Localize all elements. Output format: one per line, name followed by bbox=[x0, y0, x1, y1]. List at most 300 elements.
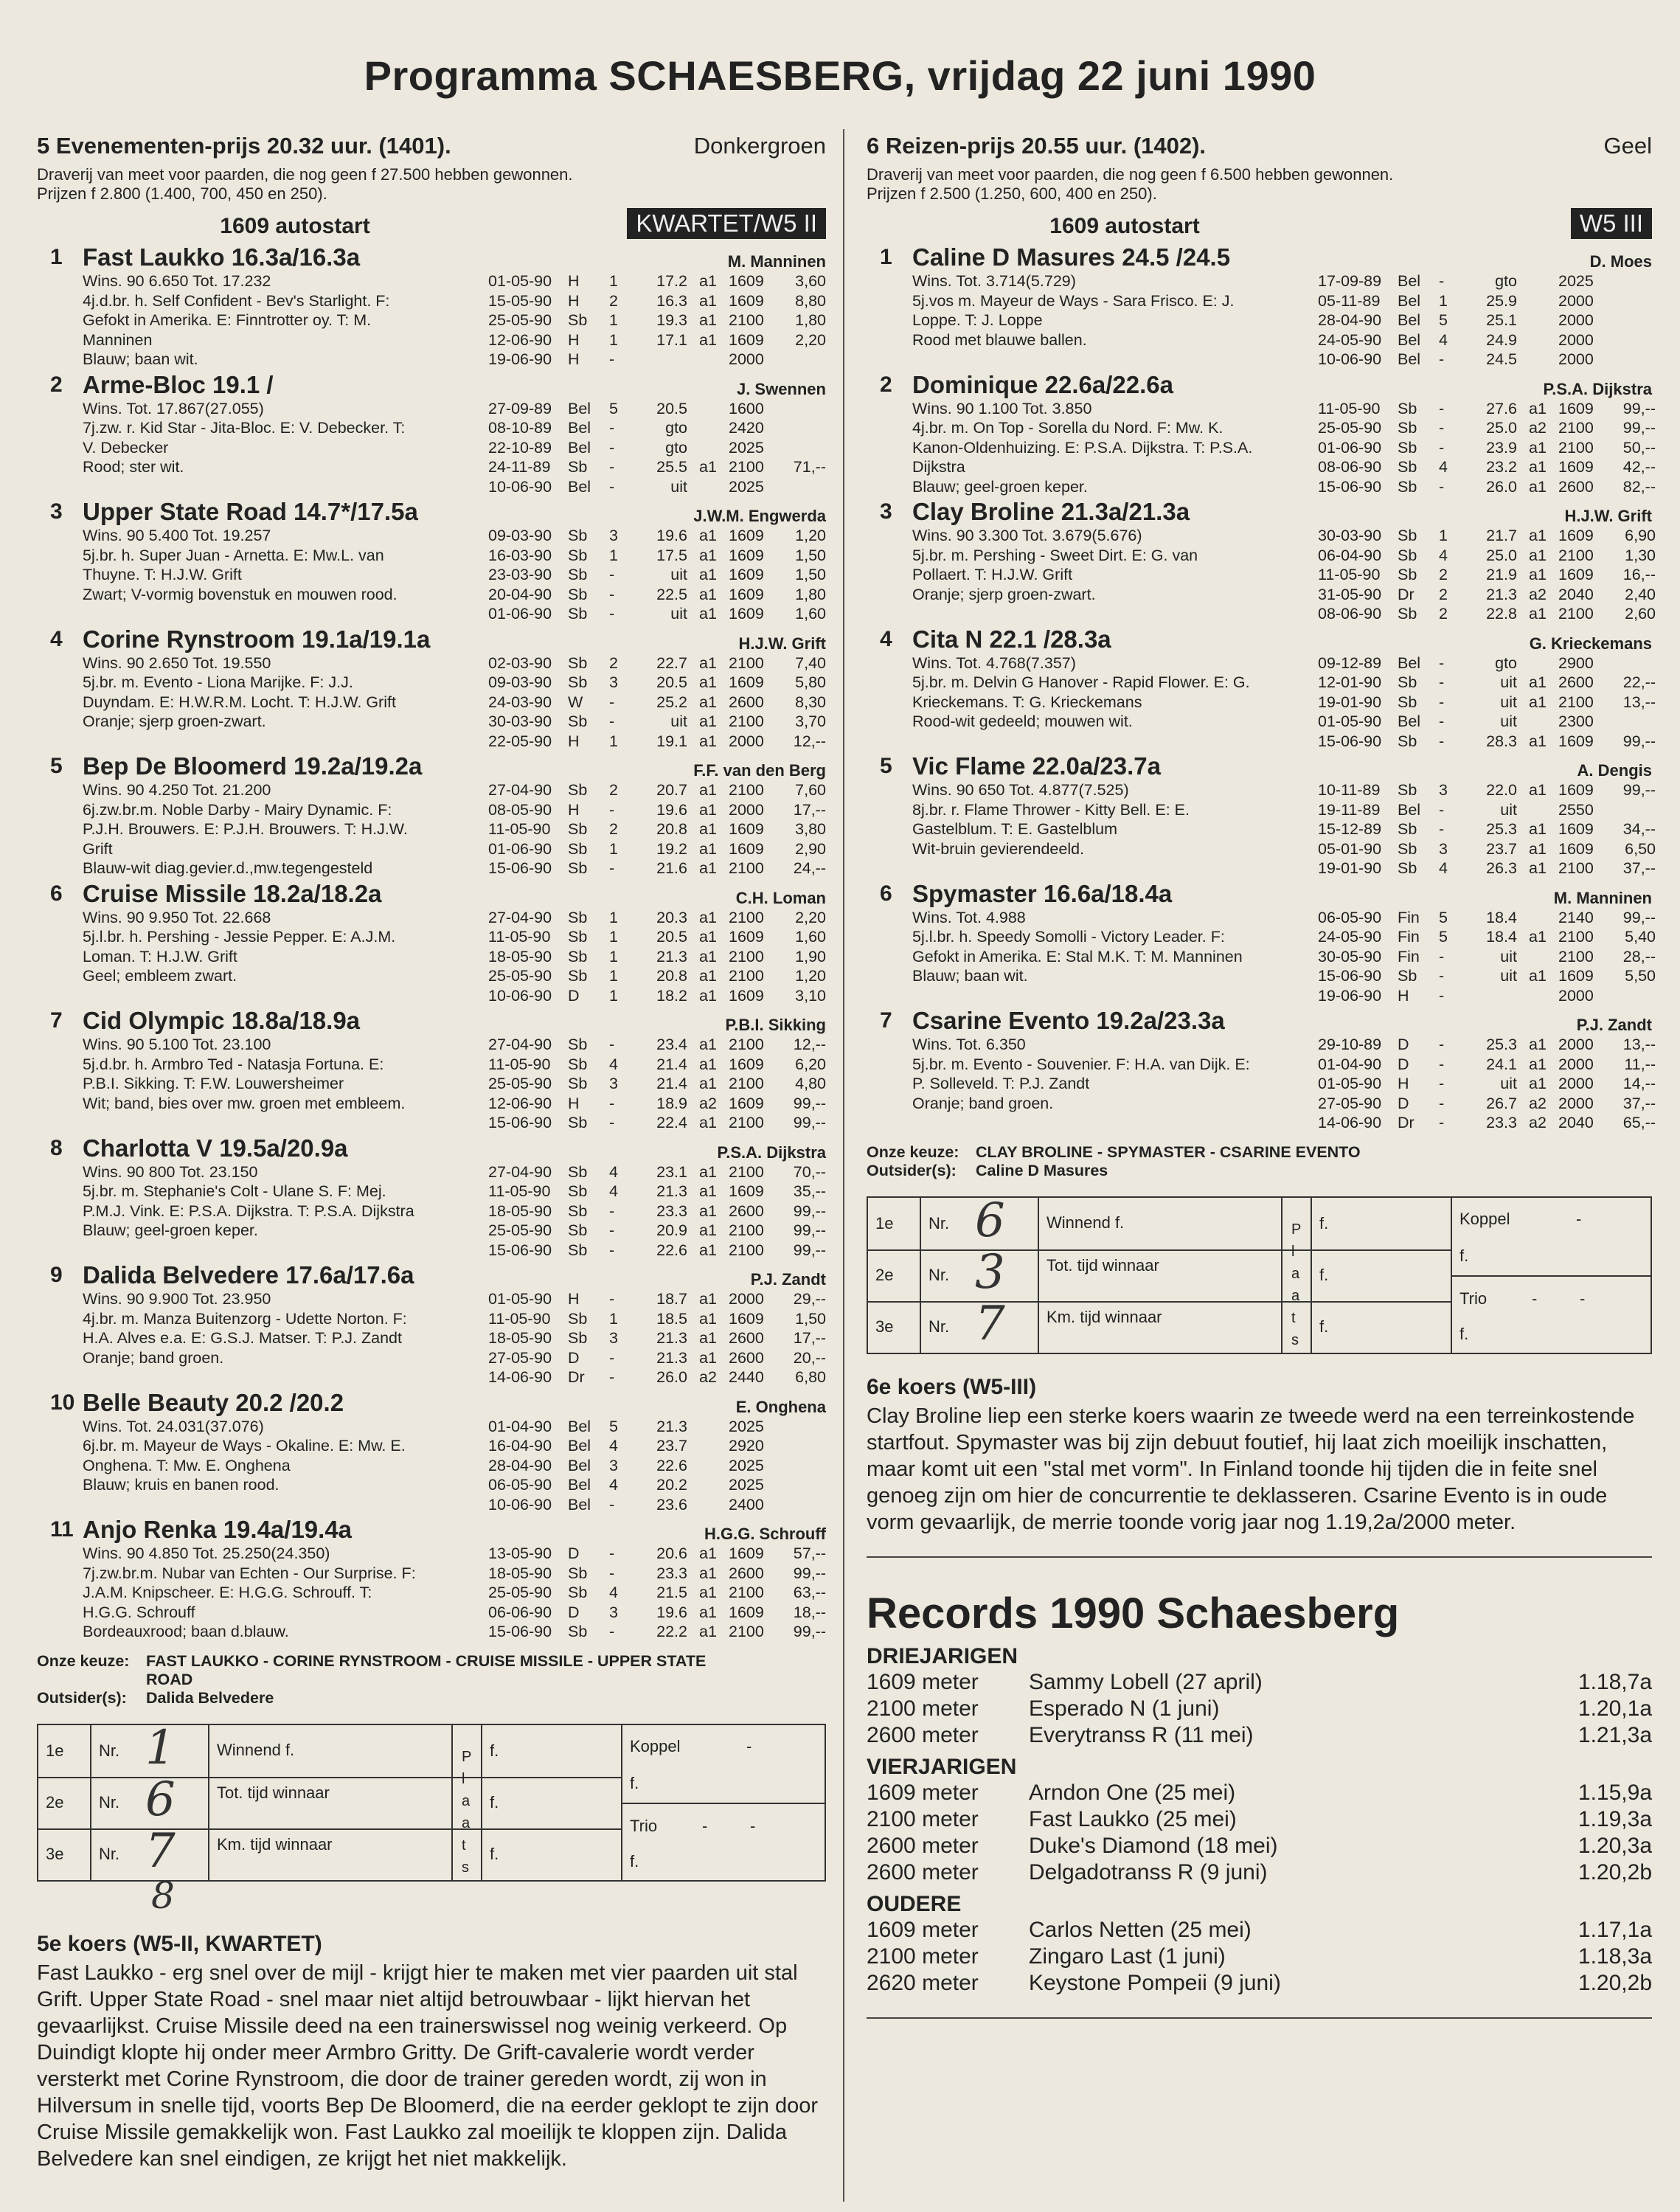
start-distance: 2000 bbox=[729, 732, 764, 750]
horse-info-line: Blauw; geel-groen keper. bbox=[83, 1221, 258, 1239]
start-row-line bbox=[1318, 311, 1665, 330]
start-place: - bbox=[609, 438, 615, 457]
start-track: Sb bbox=[568, 605, 588, 623]
start-place: - bbox=[609, 605, 615, 623]
start-time: 22.6 bbox=[656, 1456, 687, 1474]
start-place: 3 bbox=[609, 1329, 618, 1347]
start-date: 12-01-90 bbox=[1318, 673, 1382, 691]
horse-info bbox=[867, 653, 1355, 752]
record-distance: 1609 meter bbox=[867, 1780, 979, 1805]
start-time: 25.5 bbox=[656, 458, 687, 476]
bet-type-badge: KWARTET/W5 II bbox=[627, 208, 826, 239]
start-row-line bbox=[488, 1055, 835, 1075]
start-track: Bel bbox=[1398, 800, 1421, 819]
start-date: 27-05-90 bbox=[1318, 1094, 1382, 1112]
start-date: 25-05-90 bbox=[488, 967, 552, 985]
start-distance: 1609 bbox=[1558, 732, 1594, 750]
trio-dash: - bbox=[1580, 1289, 1586, 1308]
start-date: 15-06-90 bbox=[488, 1623, 552, 1640]
handwritten-number: 8 bbox=[151, 1873, 175, 1917]
start-odds: 1,30 bbox=[1625, 546, 1656, 564]
horse-details bbox=[37, 1544, 826, 1642]
start-distance: 2100 bbox=[1558, 438, 1594, 457]
start-row-line bbox=[488, 1456, 835, 1476]
start-date: 10-06-90 bbox=[488, 1495, 552, 1514]
start-time: 26.3 bbox=[1486, 859, 1517, 877]
plaats-f-label: f. bbox=[1319, 1213, 1329, 1232]
start-track: Sb bbox=[1398, 693, 1417, 711]
start-track: Sb bbox=[568, 1329, 588, 1347]
start-track: Sb bbox=[1398, 605, 1417, 623]
start-odds: 24,-- bbox=[793, 859, 826, 877]
record-time: 1.20,2b bbox=[1577, 1970, 1652, 1995]
start-type: a1 bbox=[699, 800, 717, 819]
horse-info-line: Rood; ster wit. bbox=[83, 458, 184, 476]
start-odds: 8,80 bbox=[795, 291, 826, 310]
start-time: 21.7 bbox=[1486, 527, 1517, 544]
start-distance: 2000 bbox=[729, 1290, 764, 1308]
start-odds: 14,-- bbox=[1622, 1075, 1656, 1092]
start-type: a1 bbox=[1529, 781, 1547, 799]
handwritten-number: 1 bbox=[145, 1720, 176, 1775]
horse-header bbox=[37, 1007, 826, 1035]
handwritten-number: 3 bbox=[975, 1244, 1005, 1300]
start-row-line bbox=[1318, 271, 1665, 291]
start-track: Sb bbox=[568, 1221, 588, 1239]
start-place: 4 bbox=[609, 1182, 618, 1200]
start-distance: 2100 bbox=[729, 1162, 764, 1181]
start-distance: 2100 bbox=[729, 781, 764, 799]
start-place: - bbox=[609, 1114, 615, 1131]
start-date: 11-05-90 bbox=[488, 1309, 551, 1328]
start-distance: 1609 bbox=[1558, 527, 1594, 544]
start-track: H bbox=[568, 330, 580, 349]
start-date: 06-04-90 bbox=[1318, 546, 1382, 564]
start-track: Sb bbox=[568, 1055, 588, 1073]
start-time: uit bbox=[1500, 800, 1517, 819]
start-date: 18-05-90 bbox=[488, 1202, 552, 1220]
start-time: 25.9 bbox=[1486, 291, 1517, 310]
start-place: 3 bbox=[609, 527, 618, 544]
recent-starts bbox=[488, 1162, 835, 1261]
start-track: Bel bbox=[1398, 291, 1421, 310]
horse-details bbox=[867, 1035, 1656, 1133]
start-row-line bbox=[1318, 1055, 1665, 1075]
horse-details bbox=[37, 271, 826, 370]
horse-entry bbox=[867, 498, 1656, 624]
start-place: 1 bbox=[609, 311, 618, 329]
start-odds: 7,60 bbox=[795, 781, 826, 799]
start-time: 20.6 bbox=[656, 1544, 687, 1562]
start-track: Sb bbox=[568, 713, 588, 730]
start-distance: 2100 bbox=[1558, 859, 1594, 877]
record-row bbox=[867, 1970, 1652, 1997]
horse-info-line: Gefokt in Amerika. E: Stal M.K. T: M. Manninen bbox=[912, 947, 1243, 965]
start-track: Bel bbox=[1398, 713, 1421, 730]
start-date: 08-10-89 bbox=[488, 419, 552, 437]
start-time: 27.6 bbox=[1486, 399, 1517, 417]
start-place: - bbox=[609, 1623, 615, 1640]
start-place: 1 bbox=[609, 732, 618, 750]
horse-header bbox=[37, 371, 826, 399]
horse-driver: M. Manninen bbox=[1553, 888, 1652, 907]
start-distance: 1609 bbox=[729, 1182, 764, 1200]
horse-info-line: Wins. Tot. 4.988 bbox=[912, 908, 1026, 926]
start-time: 23.6 bbox=[656, 1495, 687, 1514]
start-date: 25-05-90 bbox=[488, 1075, 552, 1092]
start-row-line bbox=[488, 1367, 835, 1387]
horse-name: Bep De Bloomerd 19.2a/19.2a bbox=[83, 752, 423, 780]
horse-info-line: P.M.J. Vink. E: P.S.A. Dijkstra. T: P.S.A. Dijkstra bbox=[83, 1202, 414, 1220]
start-place: - bbox=[609, 1495, 615, 1514]
start-type: a1 bbox=[699, 566, 717, 583]
start-track: Sb bbox=[568, 1202, 588, 1220]
start-row-line bbox=[488, 1328, 835, 1348]
start-track: Bel bbox=[1398, 311, 1421, 329]
record-horse: Arndon One (25 mei) bbox=[1029, 1780, 1236, 1805]
commentary-text: Clay Broline liep een sterke koers waarin ze tweede werd na een terreinkostende startfout. Spymaster was bij zijn debuut foutief, hij laat zich moeilijk inschatten, maar komt uit een "stal met vorm". In Finland toonde hij tijden die in feite snel genoeg zijn om hier de concurrentie te deklasseren. Csarine Evento is in oude vorm gevaarlijk, de merrie toonde vorig jaar nog 1.19,2a/2000 meter. bbox=[867, 1404, 1635, 1534]
horse-name: Cid Olympic 18.8a/18.9a bbox=[83, 1007, 361, 1034]
start-date: 19-06-90 bbox=[1318, 986, 1382, 1005]
horse-driver: P.S.A. Dijkstra bbox=[1543, 379, 1652, 398]
start-track: Fin bbox=[1398, 928, 1420, 946]
horse-details bbox=[37, 1289, 826, 1387]
start-track: Sb bbox=[568, 1162, 588, 1181]
start-time: 26.7 bbox=[1486, 1094, 1517, 1112]
horse-info-line: Wins. Tot. 3.714(5.729) bbox=[912, 272, 1076, 290]
horse-number: 7 bbox=[50, 1008, 63, 1033]
start-row-line bbox=[1318, 712, 1665, 732]
start-distance: 2100 bbox=[729, 458, 764, 476]
start-date: 06-05-90 bbox=[1318, 908, 1382, 926]
start-distance: 2600 bbox=[1558, 477, 1594, 496]
race-header bbox=[37, 133, 826, 159]
trio-label: Trio bbox=[630, 1816, 658, 1835]
horse-info-line: Wins. Tot. 24.031(37.076) bbox=[83, 1417, 264, 1435]
horse-details bbox=[37, 1162, 826, 1261]
start-track: Sb bbox=[568, 1564, 588, 1582]
start-distance: 2000 bbox=[729, 800, 764, 819]
start-type: a1 bbox=[1529, 693, 1547, 711]
start-date: 30-03-90 bbox=[1318, 527, 1382, 544]
start-place: 1 bbox=[609, 272, 618, 290]
horse-info-line: Rood-wit gedeeld; mouwen wit. bbox=[912, 713, 1133, 730]
start-type: a1 bbox=[1529, 820, 1547, 838]
horse-details bbox=[37, 908, 826, 1006]
start-row-line bbox=[488, 1348, 835, 1368]
start-place: 5 bbox=[609, 1417, 618, 1435]
horse-name: Dalida Belvedere 17.6a/17.6a bbox=[83, 1261, 414, 1289]
start-track: Sb bbox=[568, 1623, 588, 1640]
start-place: 2 bbox=[609, 291, 618, 310]
record-time: 1.20,1a bbox=[1577, 1696, 1652, 1721]
start-odds: 1,50 bbox=[795, 1309, 826, 1328]
start-odds: 4,80 bbox=[795, 1075, 826, 1092]
start-distance: 1609 bbox=[729, 272, 764, 290]
horse-details bbox=[867, 653, 1656, 752]
start-distance: 2100 bbox=[729, 859, 764, 877]
start-row-line bbox=[1318, 1113, 1665, 1133]
start-row-line bbox=[1318, 457, 1665, 477]
start-type: a1 bbox=[1529, 527, 1547, 544]
record-horse: Keystone Pompeii (9 juni) bbox=[1029, 1970, 1281, 1995]
start-distance: 2000 bbox=[1558, 330, 1594, 349]
horse-info bbox=[867, 399, 1355, 497]
start-track: Bel bbox=[568, 477, 591, 496]
horse-driver: M. Manninen bbox=[727, 252, 826, 271]
start-place: - bbox=[1439, 713, 1445, 730]
start-distance: 2900 bbox=[1558, 653, 1594, 672]
horse-info-line: P. Solleveld. T: P.J. Zandt bbox=[912, 1075, 1090, 1092]
start-date: 27-04-90 bbox=[488, 1162, 552, 1181]
horse-info-line: Blauw-wit diag.gevier.d.,mw.tegengesteld bbox=[83, 859, 373, 877]
start-row-line bbox=[488, 712, 835, 732]
start-place: - bbox=[1439, 732, 1445, 750]
race-title: 6 Reizen-prijs 20.55 uur. (1402). bbox=[867, 133, 1207, 159]
recent-starts bbox=[488, 653, 835, 752]
horse-info-line: Wins. 90 5.400 Tot. 19.257 bbox=[83, 527, 271, 544]
result-field-label: Tot. tijd winnaar bbox=[1046, 1255, 1159, 1275]
result-position: 3e bbox=[875, 1317, 894, 1336]
start-place: - bbox=[1439, 1094, 1445, 1112]
column-line bbox=[481, 1725, 482, 1880]
start-odds: 6,90 bbox=[1625, 527, 1656, 544]
horse-info bbox=[37, 1162, 525, 1261]
horse-name: Csarine Evento 19.2a/23.3a bbox=[912, 1007, 1225, 1034]
start-place: 2 bbox=[609, 820, 618, 838]
start-track: Fin bbox=[1398, 908, 1420, 926]
start-row-line bbox=[488, 1622, 835, 1642]
start-time: 17.2 bbox=[656, 272, 687, 290]
start-distance: 1609 bbox=[1558, 967, 1594, 985]
start-time: gto bbox=[665, 438, 687, 457]
record-time: 1.20,2b bbox=[1577, 1859, 1652, 1885]
start-row-line bbox=[488, 800, 835, 820]
start-row-line bbox=[488, 438, 835, 458]
start-type: a1 bbox=[1529, 566, 1547, 583]
horse-info bbox=[37, 271, 525, 370]
start-track: Sb bbox=[568, 1584, 588, 1601]
start-row-line bbox=[488, 1583, 835, 1603]
start-track: Sb bbox=[568, 839, 588, 858]
outsider-label: Outsider(s): bbox=[867, 1161, 957, 1179]
horse-info-line: Wins. 90 6.650 Tot. 17.232 bbox=[83, 272, 271, 290]
start-time: 19.6 bbox=[656, 527, 687, 544]
start-date: 15-05-90 bbox=[488, 291, 552, 310]
koppel-f-label: f. bbox=[630, 1773, 639, 1792]
start-odds: 37,-- bbox=[1622, 1094, 1656, 1112]
start-odds: 99,-- bbox=[1622, 781, 1656, 799]
horse-entry bbox=[37, 1134, 826, 1261]
start-odds: 17,-- bbox=[793, 1329, 826, 1347]
start-place: 2 bbox=[1439, 566, 1448, 583]
start-time: 22.4 bbox=[656, 1114, 687, 1131]
start-row-line bbox=[1318, 585, 1665, 605]
start-distance: 1609 bbox=[729, 820, 764, 838]
start-track: Bel bbox=[568, 1437, 591, 1455]
start-date: 05-11-89 bbox=[1318, 291, 1381, 310]
start-track: Sb bbox=[1398, 673, 1417, 691]
recent-starts bbox=[1318, 526, 1665, 624]
record-row bbox=[867, 1859, 1652, 1886]
start-time: 18.4 bbox=[1486, 928, 1517, 946]
start-time: uit bbox=[1500, 713, 1517, 730]
start-odds: 63,-- bbox=[793, 1584, 826, 1601]
start-time: uit bbox=[1500, 673, 1517, 691]
start-date: 02-03-90 bbox=[488, 653, 552, 672]
outsider-label: Outsider(s): bbox=[37, 1688, 127, 1707]
start-odds: 13,-- bbox=[1622, 693, 1656, 711]
start-date: 24-05-90 bbox=[1318, 928, 1382, 946]
start-odds: 1,50 bbox=[795, 566, 826, 583]
start-type: a2 bbox=[699, 1094, 717, 1112]
start-date: 27-09-89 bbox=[488, 399, 552, 417]
start-place: - bbox=[1439, 947, 1445, 965]
start-type: a1 bbox=[1529, 399, 1547, 417]
start-date: 10-06-90 bbox=[1318, 350, 1382, 368]
start-track: D bbox=[1398, 1094, 1409, 1112]
horse-number: 3 bbox=[880, 499, 892, 524]
start-time: 23.7 bbox=[656, 1437, 687, 1455]
start-distance: 2025 bbox=[729, 1476, 764, 1494]
start-type: a1 bbox=[699, 458, 717, 476]
record-horse: Zingaro Last (1 juni) bbox=[1029, 1944, 1226, 1969]
start-distance: 2000 bbox=[1558, 291, 1594, 310]
horse-info-line: Wins. 90 3.300 Tot. 3.679(5.676) bbox=[912, 527, 1142, 544]
start-type: a1 bbox=[699, 673, 717, 691]
horse-info-line: Wins. 90 4.250 Tot. 21.200 bbox=[83, 781, 271, 799]
race-description bbox=[867, 165, 1652, 204]
horse-header bbox=[867, 243, 1652, 271]
start-date: 11-05-90 bbox=[488, 928, 551, 946]
start-time: 19.3 bbox=[656, 311, 687, 329]
start-distance: 2100 bbox=[729, 1623, 764, 1640]
horse-entry bbox=[37, 625, 826, 752]
start-place: 2 bbox=[609, 781, 618, 799]
start-distance: 2025 bbox=[1558, 272, 1594, 290]
start-time: 26.0 bbox=[1486, 477, 1517, 496]
start-distance: 2100 bbox=[729, 1036, 764, 1053]
start-row-line bbox=[1318, 839, 1665, 859]
start-date: 08-05-90 bbox=[488, 800, 552, 819]
start-odds: 3,60 bbox=[795, 272, 826, 290]
start-distance: 2000 bbox=[1558, 1055, 1594, 1073]
start-odds: 70,-- bbox=[793, 1162, 826, 1181]
start-date: 28-04-90 bbox=[488, 1456, 552, 1474]
start-place: - bbox=[609, 477, 615, 496]
start-row-line bbox=[488, 291, 835, 311]
start-type: a1 bbox=[699, 1182, 717, 1200]
start-row-line bbox=[1318, 800, 1665, 820]
start-odds: 6,80 bbox=[795, 1368, 826, 1386]
start-type: a1 bbox=[699, 605, 717, 623]
start-place: 5 bbox=[1439, 311, 1448, 329]
start-time: 23.1 bbox=[656, 1162, 687, 1181]
horse-info-line: Oranje; sjerp groen-zwart. bbox=[83, 713, 266, 730]
recent-starts bbox=[1318, 653, 1665, 752]
record-horse: Everytranss R (11 mei) bbox=[1029, 1722, 1254, 1747]
horse-info-line: 5j.br. m. Delvin G Hanover - Rapid Flower. E: G. bbox=[912, 673, 1250, 691]
record-horse: Carlos Netten (25 mei) bbox=[1029, 1917, 1252, 1942]
start-distance: 2040 bbox=[1558, 1114, 1594, 1131]
start-track: Sb bbox=[568, 585, 588, 603]
record-horse: Fast Laukko (25 mei) bbox=[1029, 1806, 1237, 1831]
start-odds: 65,-- bbox=[1622, 1114, 1656, 1131]
start-date: 15-06-90 bbox=[1318, 732, 1382, 750]
start-place: 4 bbox=[609, 1476, 618, 1494]
start-place: 4 bbox=[1439, 859, 1448, 877]
start-row-line bbox=[488, 418, 835, 438]
start-track: Sb bbox=[1398, 399, 1417, 417]
horse-entry bbox=[867, 370, 1656, 497]
horse-name: Cruise Missile 18.2a/18.2a bbox=[83, 879, 382, 907]
start-distance: 2400 bbox=[729, 1495, 764, 1514]
start-time: 21.4 bbox=[656, 1055, 687, 1073]
horse-info-line: Blauw; geel-groen keper. bbox=[912, 477, 1088, 496]
start-odds: 5,50 bbox=[1625, 967, 1656, 985]
result-field-label: Km. tijd winnaar bbox=[1046, 1307, 1162, 1326]
start-date: 15-06-90 bbox=[488, 1114, 552, 1131]
start-time: 21.3 bbox=[656, 947, 687, 965]
start-row-line bbox=[488, 859, 835, 878]
start-row-line bbox=[488, 1544, 835, 1564]
start-odds: 99,-- bbox=[1622, 908, 1656, 926]
horse-number: 4 bbox=[50, 626, 63, 651]
start-odds: 1,90 bbox=[795, 947, 826, 965]
start-row-line bbox=[488, 1094, 835, 1114]
horse-info-line: Rood met blauwe ballen. bbox=[912, 330, 1087, 349]
record-horse: Sammy Lobell (27 april) bbox=[1029, 1669, 1263, 1694]
start-row-line bbox=[488, 565, 835, 585]
horse-number: 2 bbox=[880, 372, 892, 397]
horse-number: 9 bbox=[50, 1263, 63, 1287]
horse-info-line: Wins. 90 800 Tot. 23.150 bbox=[83, 1162, 258, 1181]
start-track: Sb bbox=[568, 1036, 588, 1053]
outsider-value: Dalida Belvedere bbox=[146, 1688, 274, 1707]
horse-details bbox=[37, 399, 826, 497]
record-time: 1.20,3a bbox=[1577, 1833, 1652, 1858]
start-date: 11-05-90 bbox=[488, 1055, 551, 1073]
start-type: a1 bbox=[1529, 546, 1547, 564]
start-type: a1 bbox=[699, 781, 717, 799]
plaats-f-label: f. bbox=[490, 1844, 499, 1863]
start-distance: 2600 bbox=[729, 1564, 764, 1582]
record-distance: 1609 meter bbox=[867, 1669, 979, 1694]
start-time: 21.5 bbox=[656, 1584, 687, 1601]
start-type: a1 bbox=[699, 1309, 717, 1328]
horse-name: Dominique 22.6a/22.6a bbox=[912, 370, 1173, 398]
horse-info bbox=[867, 908, 1355, 1006]
start-type: a1 bbox=[699, 1241, 717, 1259]
horse-driver: E. Onghena bbox=[735, 1397, 826, 1416]
start-distance: 1609 bbox=[729, 1094, 764, 1112]
start-time: 21.3 bbox=[656, 1348, 687, 1367]
start-odds: 11,-- bbox=[1624, 1055, 1656, 1073]
start-date: 19-06-90 bbox=[488, 350, 552, 368]
start-date: 01-05-90 bbox=[488, 272, 552, 290]
start-type: a1 bbox=[699, 330, 717, 349]
start-place: 1 bbox=[609, 967, 618, 985]
start-time: 25.2 bbox=[656, 693, 687, 711]
start-distance: 2025 bbox=[729, 438, 764, 457]
horse-info-line: 7j.zw.br.m. Nubar van Echten - Our Surprise. F: bbox=[83, 1564, 416, 1582]
start-type: a2 bbox=[1529, 585, 1547, 603]
start-time: 23.7 bbox=[1486, 839, 1517, 858]
start-place: - bbox=[1439, 653, 1445, 672]
start-type: a1 bbox=[699, 713, 717, 730]
start-time: 19.6 bbox=[656, 800, 687, 819]
start-type: a1 bbox=[699, 653, 717, 672]
